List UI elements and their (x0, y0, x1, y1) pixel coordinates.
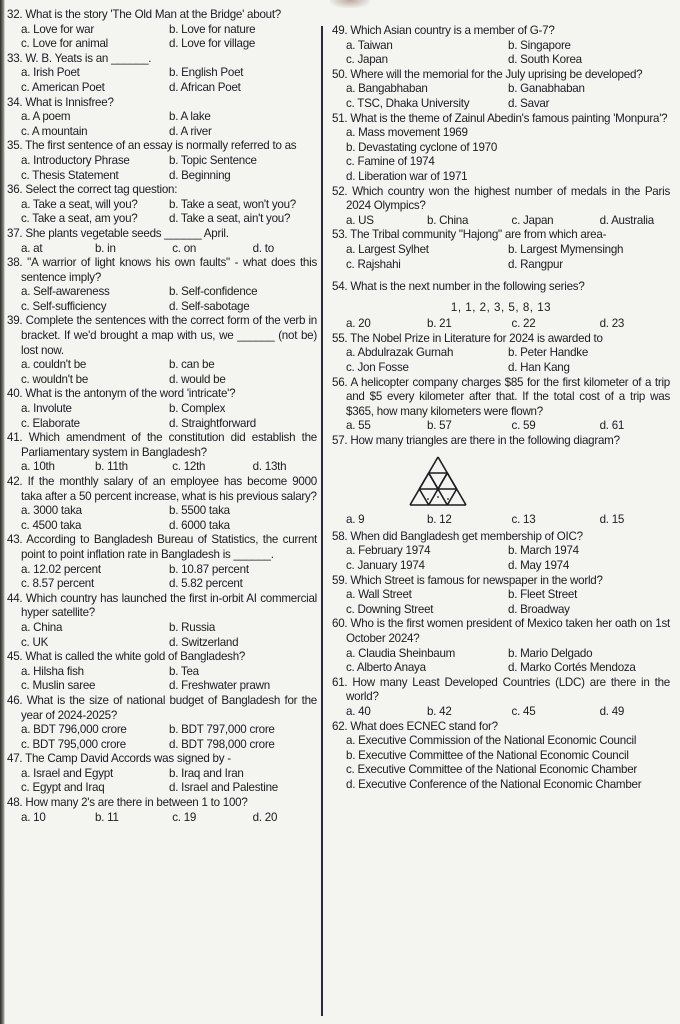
question-number: 38. (7, 256, 23, 270)
question-body: The Tribal community "Hajong" are from which area- (350, 228, 607, 242)
question-body: She plants vegetable seeds ______ April. (25, 226, 229, 240)
question-59 (332, 574, 670, 618)
option-d: d. May 1974 (508, 559, 570, 572)
question-number: 54. (332, 280, 348, 294)
question-body: Who is the first women president of Mexico taken her oath on 1st October 2024? (346, 617, 670, 645)
option-d: d. BDT 798,000 crore (169, 737, 275, 751)
question-body: What is the story 'The Old Man at the Bridge' about? (25, 8, 282, 21)
question-body: How many triangles are there in the following diagram? (350, 434, 620, 448)
option-a: a. BDT 796,000 crore (21, 723, 127, 737)
options-list (7, 110, 317, 139)
question-46 (7, 694, 317, 752)
question-number: 60. (332, 617, 348, 631)
option-a: a. Taiwan (346, 38, 393, 52)
option-c: c. Egypt and Iraq (21, 781, 105, 795)
options-list (332, 705, 670, 720)
option-b: b. A lake (169, 110, 211, 124)
question-body: What is the antonym of the word 'intricate'? (25, 387, 236, 401)
option-a: a. Wall Street (346, 588, 412, 602)
option-a: a. Love for war (21, 22, 94, 36)
question-58 (332, 530, 670, 574)
question-number: 59. (332, 573, 348, 587)
question-number: 47. (7, 752, 23, 766)
question-text (7, 314, 317, 358)
option-c: c. Famine of 1974 (346, 155, 435, 169)
question-number: 45. (7, 650, 23, 664)
question-53 (332, 228, 670, 272)
option-d: d. Love for village (169, 37, 256, 51)
question-text (7, 796, 317, 811)
question-text (332, 676, 670, 705)
question-text (332, 68, 670, 83)
option-c: c. TSC, Dhaka University (346, 96, 470, 110)
option-a: a. February 1974 (346, 544, 431, 558)
question-body: The Nobel Prize in Literature for 2024 is awarded to (350, 331, 603, 345)
option-c: c. Thesis Statement (21, 168, 119, 182)
option-c: c. 12th (172, 460, 206, 474)
question-text (332, 280, 670, 295)
question-body: According to Bangladesh Bureau of Statistics, the current point to point inflation rate in Bangladesh is ______. (21, 533, 317, 561)
question-text (7, 475, 317, 504)
question-number: 56. (332, 375, 348, 389)
question-text (7, 227, 317, 242)
option-d: d. Straightforward (169, 416, 257, 430)
option-b: b. in (94, 241, 116, 255)
option-b: b. March 1974 (508, 544, 579, 558)
options-list (7, 358, 317, 387)
question-number: 43. (7, 533, 23, 547)
question-body: Select the correct tag question: (25, 183, 178, 197)
question-35 (7, 139, 317, 183)
option-a: a. couldn't be (21, 358, 87, 372)
question-text (7, 52, 317, 67)
right-column (332, 24, 670, 793)
question-32 (7, 8, 317, 52)
question-45 (7, 650, 317, 694)
option-c: c. 22 (511, 317, 536, 331)
option-c: c. Muslin saree (21, 679, 96, 693)
question-number: 51. (332, 111, 348, 125)
option-c: c. Take a seat, am you? (21, 212, 138, 226)
option-d: d. South Korea (508, 53, 582, 67)
question-body: The Camp David Accords was signed by - (25, 752, 231, 766)
option-a: a. 12.02 percent (21, 562, 101, 576)
options-list (332, 544, 670, 573)
triangle-diagram (408, 455, 468, 507)
question-body: "A warrior of light knows his own faults" - what does this sentence imply? (21, 256, 317, 284)
question-text (7, 139, 317, 154)
option-a: a. Irish Poet (21, 66, 80, 80)
option-a: a. 10 (21, 810, 46, 824)
option-b: b. 57 (427, 419, 452, 433)
option-b: b. Peter Handke (508, 346, 589, 360)
options-list (7, 504, 317, 533)
question-text (7, 650, 317, 665)
question-text (332, 185, 670, 214)
option-c: c. Downing Street (346, 602, 434, 616)
options-list (7, 723, 317, 752)
options-list (332, 513, 670, 528)
option-d: d. Marko Cortés Mendoza (508, 661, 636, 675)
question-body: What is the size of national budget of Bangladesh for the year of 2024-2025? (21, 693, 317, 722)
question-36 (7, 183, 317, 227)
question-41 (7, 431, 317, 475)
options-list (332, 317, 670, 332)
question-text (332, 434, 670, 449)
option-a: a. Self-awareness (21, 285, 110, 299)
question-number: 48. (7, 796, 23, 810)
question-number: 39. (7, 314, 23, 328)
option-b: b. 21 (427, 317, 452, 331)
diagram-container (332, 449, 670, 514)
option-b: b. English Poet (169, 66, 244, 80)
option-c: c. UK (21, 635, 49, 649)
question-number: 58. (332, 529, 348, 543)
option-c: c. 8.57 percent (21, 577, 94, 591)
question-text (332, 24, 670, 39)
options-list (7, 767, 317, 796)
option-c: c. Japan (346, 53, 388, 67)
option-a: a. at (21, 241, 43, 255)
question-56 (332, 376, 670, 434)
options-list (332, 734, 670, 792)
question-39 (7, 314, 317, 387)
option-a: a. Mass movement 1969 (346, 126, 468, 140)
question-text (7, 694, 317, 723)
option-c: c. Elaborate (21, 416, 80, 430)
option-b: b. Take a seat, won't you? (169, 197, 296, 211)
option-b: b. Devastating cyclone of 1970 (346, 140, 498, 154)
option-d: d. would be (169, 372, 226, 386)
question-44 (7, 592, 317, 650)
options-list (332, 588, 670, 617)
options-list (332, 419, 670, 434)
option-c: c. Self-sufficiency (21, 299, 107, 313)
question-text (7, 96, 317, 111)
finger-shadow (330, 0, 370, 8)
question-body: Which amendment of the constitution did establish the Parliamentary system in Bangladesh? (21, 431, 317, 459)
option-a: a. 3000 taka (21, 504, 82, 518)
question-number: 40. (7, 387, 23, 401)
option-c: c. Alberto Anaya (346, 661, 426, 675)
option-b: b. 5500 taka (169, 504, 230, 518)
option-b: b. 42 (427, 704, 452, 718)
option-a: a. Abdulrazak Gurnah (346, 346, 454, 360)
option-b: b. Fleet Street (508, 588, 578, 602)
option-d: d. Han Kang (508, 361, 570, 375)
option-d: d. 6000 taka (169, 518, 230, 532)
option-b: b. Russia (169, 620, 216, 634)
option-b: b. Ganabhaban (508, 82, 585, 96)
option-d: d. Beginning (169, 168, 231, 182)
question-38 (7, 256, 317, 314)
question-54 (332, 280, 670, 332)
question-body: What is the next number in the following series? (350, 280, 585, 294)
option-a: a. 40 (346, 704, 371, 718)
option-c: c. Jon Fosse (346, 361, 409, 375)
question-number: 57. (332, 434, 348, 448)
question-number: 46. (7, 693, 23, 707)
option-a: a. China (21, 620, 63, 634)
question-number: 34. (7, 95, 23, 109)
options-list (7, 402, 317, 431)
option-a: a. Take a seat, will you? (21, 197, 138, 211)
option-d: d. Freshwater prawn (169, 679, 270, 693)
question-49 (332, 24, 670, 68)
question-body: Which country has launched the first in-orbit AI commercial hyper satellite? (21, 591, 317, 620)
question-body: A helicopter company charges $85 for the first kilometer of a trip and $5 every kilometer after that. If the total cost of a trip was $365, how many kilometers were flown? (346, 375, 670, 418)
question-60 (332, 617, 670, 675)
question-number: 49. (332, 24, 348, 37)
options-list (7, 242, 317, 257)
options-list (7, 811, 317, 826)
option-c: c. 19 (172, 810, 197, 824)
option-c: c. 59 (511, 419, 536, 433)
question-number: 35. (7, 139, 23, 153)
question-text (332, 228, 670, 243)
option-d: d. Israel and Palestine (169, 781, 278, 795)
option-a: a. Executive Commission of the National Economic Council (346, 734, 637, 748)
options-list (7, 154, 317, 183)
option-c: c. wouldn't be (21, 372, 89, 386)
option-a: a. A poem (21, 110, 71, 124)
question-40 (7, 387, 317, 431)
option-c: c. Executive Committee of the National Economic Chamber (346, 763, 638, 777)
option-d: d. 23 (599, 317, 625, 331)
option-a: a. Bangabhaban (346, 82, 428, 96)
question-number: 55. (332, 331, 348, 345)
option-a: a. Introductory Phrase (21, 153, 130, 167)
question-number: 32. (7, 8, 23, 21)
options-list (332, 346, 670, 375)
option-c: c. 45 (511, 704, 536, 718)
question-number: 50. (332, 67, 348, 81)
option-d: d. 13th (252, 460, 287, 474)
option-b: b. Singapore (508, 38, 571, 52)
question-body: What is the theme of Zainul Abedin's famous painting 'Monpura'? (350, 111, 668, 125)
question-number: 36. (7, 183, 23, 197)
option-c: c. on (172, 241, 197, 255)
question-42 (7, 475, 317, 533)
option-b: b. 12 (427, 513, 452, 527)
option-b: b. China (427, 213, 469, 227)
question-text (7, 8, 317, 23)
options-list (7, 198, 317, 227)
option-b: b. Executive Committee of the National Economic Council (346, 748, 629, 762)
question-number: 53. (332, 228, 348, 242)
question-body: Which Asian country is a member of G-7? (350, 24, 555, 37)
options-list (332, 126, 670, 184)
question-number: 41. (7, 431, 23, 445)
question-57 (332, 434, 670, 528)
options-list (332, 82, 670, 111)
option-a: a. 20 (346, 317, 371, 331)
question-number: 37. (7, 226, 23, 240)
question-55 (332, 332, 670, 376)
left-column (7, 8, 317, 825)
option-d: d. 61 (599, 419, 625, 433)
option-d: d. Australia (599, 213, 654, 227)
question-34 (7, 96, 317, 140)
option-a: a. 9 (346, 513, 365, 527)
question-body: Which country won the highest number of medals in the Paris 2024 Olympics? (346, 184, 670, 213)
option-b: b. Complex (169, 402, 226, 416)
options-list (332, 214, 670, 229)
options-list (332, 39, 670, 68)
option-d: d. to (252, 241, 274, 255)
question-number: 33. (7, 51, 23, 65)
question-body: W. B. Yeats is an ______. (25, 51, 152, 65)
question-text (7, 387, 317, 402)
option-d: d. A river (169, 124, 212, 138)
option-c: c. Rajshahi (346, 257, 401, 271)
question-47 (7, 752, 317, 796)
option-d: d. Switzerland (169, 635, 239, 649)
option-b: b. BDT 797,000 crore (169, 723, 275, 737)
option-d: d. Self-sabotage (169, 299, 250, 313)
question-33 (7, 52, 317, 96)
question-text (332, 376, 670, 420)
page-edge-shadow (0, 0, 5, 1024)
option-a: a. 55 (346, 419, 371, 433)
question-text (7, 752, 317, 767)
option-a: a. Largest Sylhet (346, 242, 429, 256)
options-list (7, 460, 317, 475)
option-b: b. 11th (94, 460, 128, 474)
option-c: c. BDT 795,000 crore (21, 737, 126, 751)
question-number: 61. (332, 675, 348, 689)
option-d: d. Executive Conference of the National Economic Chamber (346, 777, 642, 791)
question-text (332, 112, 670, 127)
option-d: d. 20 (252, 810, 278, 824)
question-number: 52. (332, 184, 348, 198)
question-body: How many Least Developed Countries (LDC) are there in the world? (346, 675, 670, 704)
option-d: d. African Poet (169, 80, 241, 94)
option-b: b. Topic Sentence (169, 153, 257, 167)
question-body: What does ECNEC stand for? (350, 719, 498, 733)
option-d: d. Savar (508, 96, 550, 110)
option-c: c. Love for animal (21, 37, 109, 51)
question-body: What is called the white gold of Bangladesh? (25, 650, 246, 664)
question-61 (332, 676, 670, 720)
option-c: c. A mountain (21, 124, 88, 138)
option-b: b. Tea (169, 664, 199, 678)
option-a: a. Involute (21, 402, 72, 416)
option-d: d. 15 (599, 513, 625, 527)
question-body: The first sentence of an essay is normally referred to as (25, 139, 297, 153)
options-list (332, 243, 670, 272)
option-b: b. Love for nature (169, 22, 256, 36)
number-series: 1, 1, 2, 3, 5, 8, 13 (450, 300, 552, 314)
option-d: d. Broadway (508, 602, 570, 616)
question-body: What is Innisfree? (25, 95, 114, 109)
question-43 (7, 533, 317, 591)
option-b: b. can be (169, 358, 215, 372)
question-text (7, 183, 317, 198)
question-text (332, 332, 670, 347)
question-number: 44. (7, 591, 23, 605)
question-body: How many 2's are there in between 1 to 100? (25, 796, 248, 810)
options-list (7, 563, 317, 592)
option-a: a. Israel and Egypt (21, 766, 113, 780)
option-b: b. 10.87 percent (169, 562, 249, 576)
option-c: c. January 1974 (346, 559, 425, 572)
option-d: d. 5.82 percent (169, 577, 243, 591)
question-text (332, 617, 670, 646)
question-text (332, 574, 670, 589)
question-body: Where will the memorial for the July uprising be developed? (350, 67, 643, 81)
option-a: a. Claudia Sheinbaum (346, 646, 456, 660)
option-d: d. 49 (599, 704, 625, 718)
question-48 (7, 796, 317, 825)
question-37 (7, 227, 317, 256)
option-d: d. Rangpur (508, 257, 563, 271)
column-divider (321, 26, 323, 1016)
options-list (332, 647, 670, 676)
question-text (7, 592, 317, 621)
option-c: c. 4500 taka (21, 518, 82, 532)
options-list (7, 285, 317, 314)
option-c: c. American Poet (21, 80, 105, 94)
option-d: d. Liberation war of 1971 (346, 169, 468, 183)
option-b: b. 11 (94, 810, 119, 824)
question-51 (332, 112, 670, 185)
question-number: 62. (332, 719, 348, 733)
question-text (7, 533, 317, 562)
question-50 (332, 68, 670, 112)
question-text (7, 431, 317, 460)
option-d: d. Take a seat, ain't you? (169, 212, 291, 226)
question-body: If the monthly salary of an employee has become 9000 taka after a 50 percent increase, what is his previous salary? (21, 475, 317, 503)
options-list (7, 66, 317, 95)
question-text (332, 530, 670, 545)
question-text (7, 256, 317, 285)
option-a: a. Hilsha fish (21, 664, 84, 678)
question-52 (332, 185, 670, 229)
question-body: Which Street is famous for newspaper in the world? (350, 573, 603, 587)
options-list (7, 665, 317, 694)
option-b: b. Iraq and Iran (169, 766, 244, 780)
question-body: When did Bangladesh get membership of OIC? (350, 529, 583, 543)
question-body: Complete the sentences with the correct form of the verb in bracket. If we'd brought a map with us, we ______ (not be) lost now. (21, 314, 317, 357)
options-list (7, 621, 317, 650)
option-b: b. Largest Mymensingh (508, 242, 624, 256)
option-a: a. 10th (21, 460, 55, 474)
option-b: b. Mario Delgado (508, 646, 593, 660)
option-b: b. Self-confidence (169, 285, 258, 299)
options-list (7, 23, 317, 52)
option-c: c. Japan (511, 213, 554, 227)
question-text (332, 720, 670, 735)
option-a: a. US (346, 213, 374, 227)
option-c: c. 13 (511, 513, 536, 527)
question-number: 42. (7, 475, 23, 488)
question-62 (332, 720, 670, 793)
